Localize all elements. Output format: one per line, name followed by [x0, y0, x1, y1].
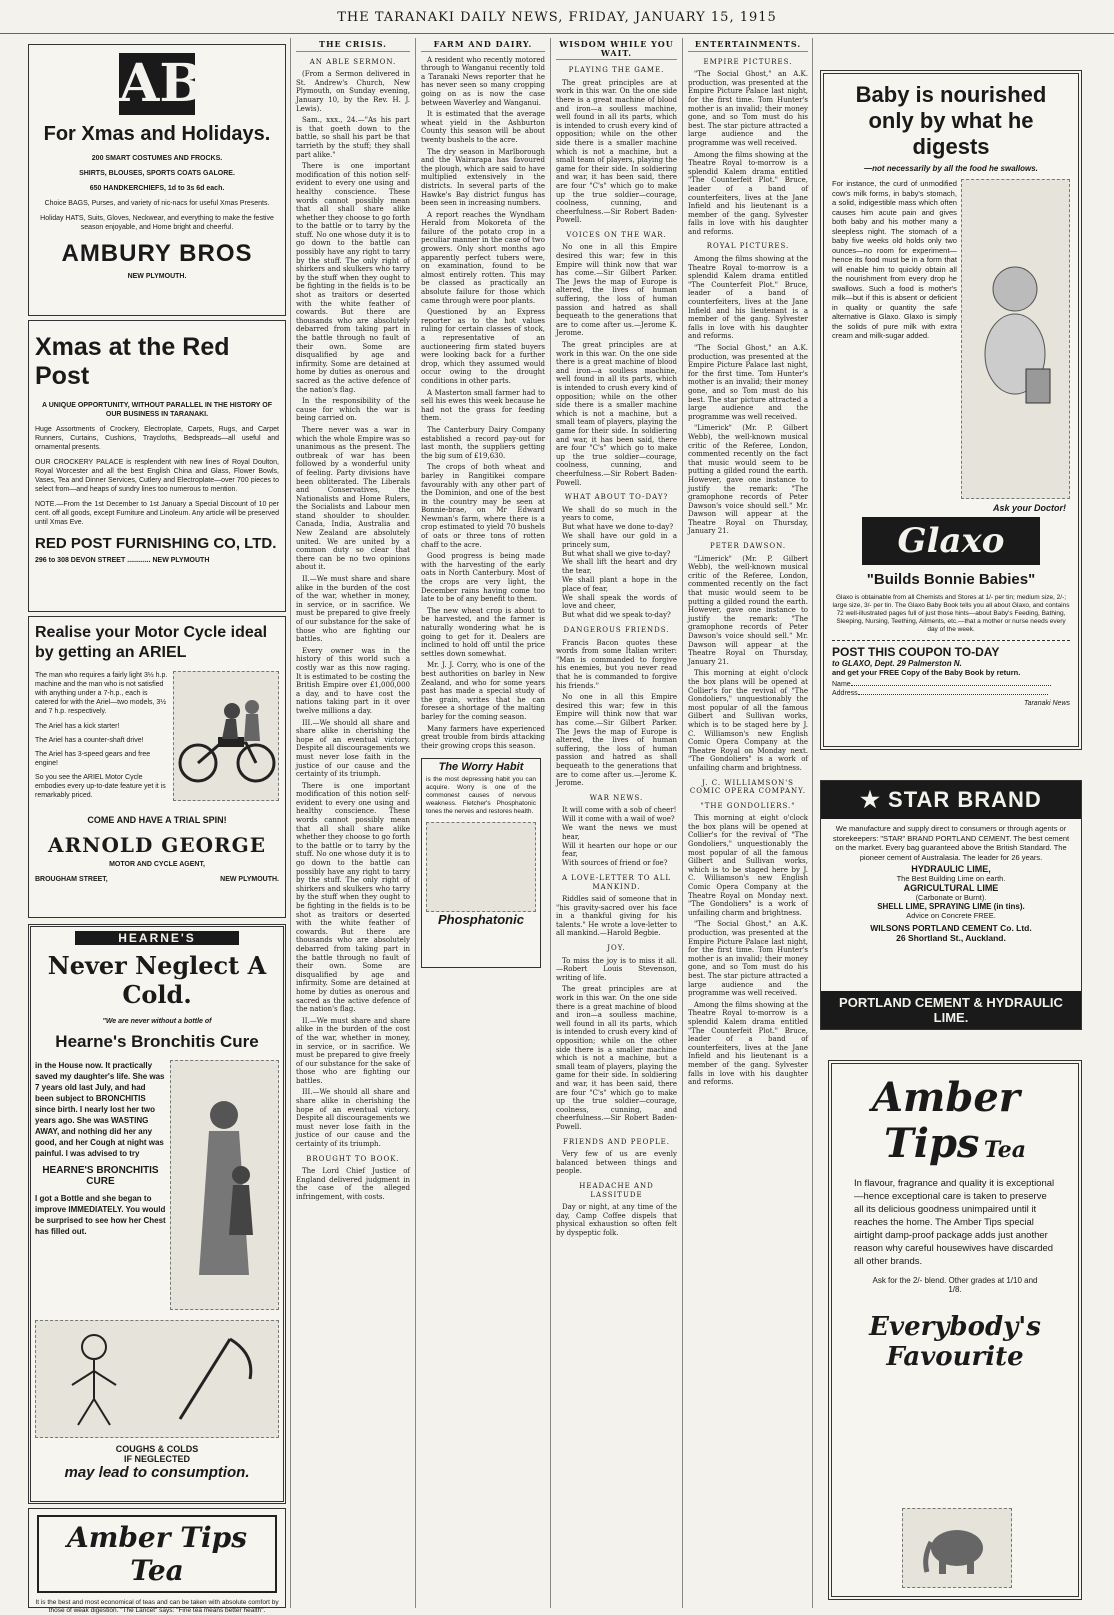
- ambury-line: Holiday HATS, Suits, Gloves, Neckwear, and everything to make the festive season enjoyable, and Home bright and cheerful.: [40, 215, 274, 231]
- hearne-footer2: IF NEGLECTED: [123, 1454, 190, 1464]
- redpost-line: Huge Assortments of Crockery, Electroplate, Carpets, Rugs, and Carpet Runners, Curtains, Cushions, Traycloths, Bedspreads—all useful and ornamental presents.: [35, 426, 279, 451]
- verse-line: But what shall we give to-day?: [562, 549, 671, 558]
- crisis-para: II.—We must share and share alike in the burden of the cost of the war, whether in money, in service, or in sacrifice. We must be prepared to give freely of our substance for the sake of those who are fighting our battles.: [296, 1016, 410, 1085]
- star-brand-ad: [820, 780, 1082, 1030]
- mother-child-illustration: [170, 1060, 279, 1310]
- redpost-name: RED POST FURNISHING CO, LTD.: [35, 535, 277, 552]
- redpost-address: 296 to 308 DEVON STREET ............ NEW PLYMOUTH: [35, 557, 210, 564]
- glaxo-coupon2: to GLAXO, Dept. 29 Palmerston N.: [832, 659, 962, 668]
- glaxo-paper: Taranaki News: [1023, 700, 1070, 707]
- hearne-name2: HEARNE'S BRONCHITIS CURE: [42, 1165, 159, 1187]
- ariel-line: COME AND HAVE A TRIAL SPIN!: [87, 815, 227, 825]
- wisdom-para: Francis Bacon quotes these words from some Italian writer: "Man is commanded to forgive his enemies, but you never read that he is commanded to forgive his friends.": [556, 638, 677, 690]
- farm-para: Many farmers have experienced great trouble from birds attacking their growing crops this season.: [421, 724, 545, 750]
- amber-bottom-logo: Amber Tips Tea: [37, 1515, 277, 1593]
- scythe-icon: [170, 1329, 260, 1429]
- crisis-last-head: BROUGHT TO BOOK.: [306, 1154, 400, 1163]
- ariel-street: BROUGHAM STREET,: [35, 876, 108, 883]
- wisdom-para: Day or night, at any time of the day, Camp Coffee dispels that physical exhaustion so often felt by dyspeptic folk.: [556, 1203, 677, 1237]
- farm-para: Good progress is being made with the harvesting of the early oats in North Canterbury. Most of the crops are very light, the December rains having come too late to be of any benefit to them.: [421, 552, 545, 604]
- glaxo-fine: Glaxo is obtainable from all Chemists and Stores at 1/- per tin; medium size, 2/-; large size, 3/- per tin. The Glaxo Baby Book tells you all about Glaxo, and contains 72 well-illustrated pages full of just those hints—about Baby's Feeding, Bathing, Sleeping, Nursing, Teething, Ailments, etc.—that a mother or nurse needs every day of the week.: [832, 594, 1070, 633]
- skeleton-illustration: [35, 1320, 279, 1438]
- star-banner-text: STAR BRAND: [888, 787, 1042, 812]
- crisis-para: II.—We must share and share alike in the burden of the cost of the war, whether in money, in service, or in sacrifice. We must be prepared to give freely of our substance for the sake of those who are fighting our battles.: [296, 575, 410, 644]
- hearne-banner: HEARNE'S: [75, 931, 239, 945]
- ent-sub: EMPIRE PICTURES.: [703, 57, 793, 66]
- ambury-line: SHIRTS, BLOUSES, SPORTS COATS GALORE.: [79, 170, 235, 177]
- amber-tips-bottom-ad: [28, 1508, 286, 1614]
- amber-logo1: Amber: [872, 1074, 1020, 1121]
- verse-line: But what have we done to-day?: [562, 523, 674, 532]
- column-farm-dairy: [421, 40, 545, 1605]
- wisdom-sub: PLAYING THE GAME.: [568, 66, 665, 75]
- redpost-headline: Xmas at the Red Post: [35, 333, 230, 390]
- column-crisis: [296, 40, 410, 1605]
- star-line: SHELL LIME, SPRAYING LIME (in tins).: [877, 902, 1025, 911]
- verse-line: We shall plant a hope in the place of fear,: [562, 576, 677, 593]
- amber-tips-right-ad: [828, 1060, 1082, 1600]
- star-address: 26 Shortland St., Auckland.: [896, 933, 1006, 943]
- wisdom-sub: HEADACHE AND LASSITUDE: [579, 1181, 654, 1199]
- ambury-town: NEW PLYMOUTH.: [127, 273, 187, 280]
- ambury-line: 650 HANDKERCHIEFS, 1d to 3s 6d each.: [89, 185, 225, 192]
- star-line: HYDRAULIC LIME,: [911, 864, 991, 874]
- amber-logo-block: [860, 1076, 1050, 1167]
- star-line: The Best Building Lime on earth.: [896, 874, 1006, 883]
- column-rule: [812, 38, 813, 1608]
- amber-logo3: Tea: [983, 1137, 1027, 1163]
- man-illustration: [426, 822, 536, 912]
- crisis-para: Sam., xxx., 24.—"As his part is that goeth down to the battle, so shall his part be that tarrieth by the stuff; they shall part alike.": [296, 116, 410, 159]
- glaxo-body: For instance, the curd of unmodified cow's milk forms, in baby's stomach, a solid, indigestible mass which often causes him acute pain and gives both baby and his mother many a sleepless night. The stomach of a baby five weeks old holds only two ounces—no room for experiment—hence its food must be in a form that will enable him to quickly obtain all the nourishment from every drop he swallows. Such a food is mother's milk—but if this is absent or deficient in quality or quantity the safe alternative is Glaxo. Glaxo is simply the solids of pure milk with extra cream and milk-sugar added.: [832, 179, 957, 340]
- crisis-para: Every owner was in the history of this world such a costly war as this now raging. It is estimated to be costing the British Empire over £1,000,000 a day, and to have cost the nations taking part in it over twelve millions a day.: [296, 646, 410, 715]
- ariel-line: The man who requires a fairly light 3½ h.p. machine and the man who is not satisfied with anything under a 7-h.p., each is catered for with the Ariel—two models, 3½ and 7 h.p. respectively.: [35, 672, 168, 715]
- ent-para: This morning at eight o'clock the box plans will be opened at Collier's for the revival of "The Gondoliers," unquestionably the most popular of all the famous Gilbert and Sullivan works, which is to be staged here by J. C. Williamson's new English Comic Opera Company at the Theatre Royal on Monday next. "The Gondoliers" is a work of unfailing charm and brightness.: [688, 669, 808, 772]
- ambury-headline: For Xmas and Holidays.: [43, 123, 271, 145]
- star-icon: ★: [860, 787, 881, 812]
- star-line: (Carbonate or Burnt).: [915, 893, 987, 902]
- column-wisdom: [556, 40, 677, 1605]
- hearne-headline: Never Neglect A Cold.: [47, 951, 267, 1009]
- amber-bottom-fine: It is the best and most economical of teas and can be taken with absolute comfort by those of weak digestion. "The Lancet" says: "Fine tea means better health".: [35, 1599, 279, 1614]
- ariel-line: The Ariel has a counter-shaft drive!: [35, 737, 144, 744]
- coupon-name-field[interactable]: [851, 685, 1051, 686]
- verse-line: We shall speak the words of love and cheer,: [562, 593, 677, 611]
- ariel-ad: [28, 616, 286, 918]
- star-line: AGRICULTURAL LIME: [903, 883, 999, 893]
- ent-para: "The Social Ghost," an A.K. production, was presented at the Empire Picture Palace last night, for the first time. Tom Hunter's mother is an invalid; their money gone, and so Tom must do his best. The star picture attracted a large audience and the programme was well received.: [688, 70, 808, 147]
- amber-ask: Ask for the 2/- blend. Other grades at 1/10 and 1/8.: [872, 1276, 1038, 1294]
- crisis-head: THE CRISIS.: [296, 40, 410, 52]
- ariel-sub: MOTOR AND CYCLE AGENT,: [109, 861, 205, 868]
- verse-line: But what did we speak to-day?: [562, 611, 671, 620]
- star-body: We manufacture and supply direct to consumers or through agents or storekeepers: "STAR" BRAND PORTLAND CEMENT. The best cement on the market. Every bag guaranteed above the British Standard. The pioneer cement of Australasia. The leader for 26 years.: [832, 824, 1070, 862]
- masthead: THE TARANAKI DAILY NEWS, FRIDAY, JANUARY 15, 1915: [0, 0, 1114, 34]
- crisis-para: III.—We should all share and share alike in cherishing the hope of an eventual victory. Despite all discouragements we must never lose faith in the justice of our cause and the certainty of its triumph.: [296, 718, 410, 779]
- verse-line: We shall do so much in the years to come,: [562, 505, 677, 523]
- wisdom-head: WISDOM WHILE YOU WAIT.: [556, 40, 677, 60]
- ariel-line: The Ariel has a kick starter!: [35, 723, 120, 730]
- verse-line: With sources of friend or foe?: [562, 859, 668, 868]
- farm-para: The crops of both wheat and barley in Rangitikei compare favourably with any other part of the Dominion, and one of the best in the country may be seen at Bonnie-brae, on Mr Edward Newman's farm, where there is a crop estimated to yield 70 bushels of oats or three tons of rotten chaff to the acre.: [421, 463, 545, 549]
- ariel-name: ARNOLD GEORGE: [48, 833, 266, 857]
- amber-logo2: Tips: [884, 1120, 980, 1167]
- farm-para: The new wheat crop is about to be harvested, and the farmer is naturally wondering what he is going to get for it. Dealers are inclined to hold off until the price settles down somewhat.: [421, 606, 545, 658]
- ent-sub: J. C. WILLIAMSON'S COMIC OPERA COMPANY.: [689, 778, 807, 796]
- glaxo-headline: Baby is nourished only by what he digests: [855, 82, 1047, 159]
- farm-head: FARM AND DAIRY.: [421, 40, 545, 52]
- ent-para: "The Social Ghost," an A.K. production, was presented at the Empire Picture Palace last night, for the first time. Tom Hunter's mother is an invalid; their money gone, and so Tom must do his best. The star picture attracted a large audience and the programme was well received.: [688, 344, 808, 421]
- wisdom-sub: DANGEROUS FRIENDS.: [563, 626, 670, 635]
- redpost-line: OUR CROCKERY PALACE is resplendent with new lines of Royal Doulton, Royal Worcester and all the best English China and Glass, Flower Bowls, Vases, Tea and Dinner Services, Cutlery and Electroplate—over 700 pieces to select from—and heaps of sundry lines too numerous to mention.: [35, 459, 279, 493]
- star-banner: [821, 781, 1081, 819]
- ent-para: "Limerick" (Mr. P. Gilbert Webb), the well-known musical critic of the Referee, London, commented recently on the fact that music would seem to be putting a gilded round the earth. However, gave one instance to justify the remark: "The gramophone records of Peter Dawson's voice should sell." Mr. Dawson will appear at the Theatre Royal on Thursday, January 21.: [688, 554, 808, 666]
- redpost-line: NOTE.—From the 1st December to 1st January a Special Discount of 10 per cent. off all goods, except Furniture and Linoleum. Any article will be preserved until Xmas Eve.: [35, 501, 279, 526]
- worry-text: is the most depressing habit you can acquire. Worry is one of the commonest causes of nervous weakness. Fletcher's Phosphatonic tones the nerves and restores health.: [426, 775, 536, 815]
- mother-child-icon: [179, 1085, 269, 1285]
- hearne-body2: I got a Bottle and she began to improve IMMEDIATELY. You would be surprised to see how her Chest has filled out.: [35, 1194, 166, 1236]
- verse-line: We shall lift the heart and dry the tear,: [562, 558, 677, 576]
- elephant-illustration: [902, 1508, 1012, 1588]
- wisdom-sub: WAR NEWS.: [589, 793, 644, 802]
- ambury-name: AMBURY BROS: [61, 240, 253, 267]
- hearne-body: in the House now. It practically saved my daughter's life. She was 7 years old last July, and had been subject to BRONCHITIS since birth. I nearly lost her two years ago. She was WASTING AWAY, and nothing did her any good, and her Cough at night was painful. I was advised to try: [35, 1061, 165, 1158]
- motorcycle-illustration: [173, 671, 279, 801]
- farm-para: A resident who recently motored through to Wanganui recently told a Taranaki News reporter that he has never seen so many cropping going on as is now the case between Waverley and Wanganui.: [421, 55, 545, 107]
- glaxo-ask: Ask your Doctor!: [992, 503, 1066, 513]
- wisdom-para: To miss the joy is to miss it all.—Robert Louis Stevenson, writing of life.: [556, 956, 677, 982]
- verse-line: Will it come with a wail of woe?: [562, 815, 675, 824]
- red-post-ad: [28, 320, 286, 612]
- worry-habit-ad: [421, 758, 541, 968]
- hearne-product: Hearne's Bronchitis Cure: [55, 1032, 259, 1051]
- farm-para: It is estimated that the average wheat yield in the Ashburton County this season will be about twenty bushels to the acre.: [421, 110, 545, 144]
- amber-slogan1: Everybody's: [869, 1312, 1041, 1342]
- verse-line: It will come with a sob of cheer!: [562, 806, 677, 815]
- baby-illustration: [961, 179, 1070, 499]
- motorcycle-icon: [176, 681, 276, 791]
- wisdom-sub: FRIENDS AND PEOPLE.: [562, 1137, 671, 1146]
- amber-slogan2: Favourite: [886, 1342, 1024, 1372]
- elephant-icon: [917, 1518, 997, 1578]
- ent-sub: PETER DAWSON.: [709, 542, 787, 551]
- wisdom-sub: VOICES ON THE WAR.: [566, 230, 667, 239]
- ent-para: Among the films showing at the Theatre Royal to-morrow is a splendid Kalem drama entitled "The Counterfeit Plot." Bruce, leader of a band of counterfeiters, lives at the Jane Infield and his lieutenant is a member of the gang. Sylvester falls in love with his daughter and reforms.: [688, 1000, 808, 1087]
- ent-para: "The Social Ghost," an A.K. production, was presented at the Empire Picture Palace last night, for the first time. Tom Hunter's mother is an invalid; their money gone, and so Tom must do his best. The star picture attracted a large audience and the programme was well received.: [688, 920, 808, 998]
- wisdom-verse: [556, 806, 677, 868]
- hearne-footer3: may lead to consumption.: [64, 1464, 250, 1481]
- crisis-para: (From a Sermon delivered in St. Andrew's Church, New Plymouth, on Sunday evening, January 10, by the Rev. H. J. Lewis).: [296, 70, 410, 113]
- hearne-ad: [28, 924, 286, 1504]
- ambury-line: 200 SMART COSTUMES AND FROCKS.: [91, 155, 223, 162]
- ent-para: "Limerick" (Mr. P. Gilbert Webb), the well-known musical critic of the Referee, London, commented recently on the fact that music would seem to be putting a gilded round the earth. However, gave one instance to justify the remark: "The gramophone records of Peter Dawson's voice should sell." Mr. Dawson will appear at the Theatre Royal on Thursday, January 21.: [688, 424, 808, 536]
- verse-line: We shall have our gold in a princely sum,: [562, 532, 677, 549]
- wisdom-para: The great principles are at work in this war. On the one side there is a great machine of blood and iron—a soulless machine, well found in all its parts, which is intended to crush every kind of opposition; while on the other side there is a smaller machine which is not a machine, but a small team of players, playing the game for their side. In soldiering and war, it has been said, there are four "C's" which go to make up the true soldier—courage, coolness, cunning, and cheerfulness.—Sir Robert Baden-Powell.: [556, 341, 677, 487]
- baby-icon: [970, 259, 1060, 419]
- ariel-town: NEW PLYMOUTH.: [220, 876, 279, 883]
- glaxo-logo: Glaxo: [862, 517, 1040, 565]
- crisis-last-para: The Lord Chief Justice of England delivered judgment in the case of the alleged infringement, with costs.: [296, 1167, 410, 1201]
- farm-para: A Masterton small farmer had to sell his ewes this week because he had not the grass for feeding them.: [421, 388, 545, 423]
- hearne-quote: "We are never without a bottle of: [102, 1018, 212, 1025]
- crisis-para: There never was a war in which the whole Empire was so unanimous as the present. The outbreak of war has been followed by a wonderful unity of feeling. Party divisions have been obliterated. The Liberals and Conservatives, the Nationalists and Home Rulers, the Socialists and Labour men stand shoulder to shoulder. Canada, India, Australia and New Zealand are absolutely united. We are united by a common duty so clear that there can be no two opinions about it.: [296, 425, 410, 572]
- coupon-address-label: Address: [832, 690, 858, 697]
- wisdom-para: No one in all this Empire desired this war; few in this Empire will think now that war has come.—Sir Gilbert Parker. The Jews the map of Europe is altered, the lives of human suffering, the loss of human passion and hatred as shall bequeath to the generations that are to come after us.—Jerome K. Jerome.: [556, 243, 677, 338]
- wisdom-sub: A LOVE-LETTER TO ALL MANKIND.: [561, 873, 672, 891]
- ent-sub: "THE GONDOLIERS.": [700, 801, 796, 810]
- glaxo-ad: [820, 70, 1082, 750]
- wisdom-para: Very few of us are evenly balanced between things and people.: [556, 1150, 677, 1176]
- glaxo-coupon: POST THIS COUPON TO-DAY: [832, 640, 1070, 659]
- star-banner2: PORTLAND CEMENT & HYDRAULIC LIME.: [821, 991, 1081, 1029]
- wisdom-para: Riddles said of someone that in "his gravity-sacred over his face in a thankful giving for his talents." He wrote a love-letter to all mankind.—Harold Begbie.: [556, 895, 677, 938]
- column-rule: [682, 38, 683, 1608]
- crisis-sub: AN ABLE SERMON.: [309, 57, 397, 66]
- coupon-address-field[interactable]: [858, 694, 1048, 695]
- farm-para: Mr. J. J. Corry, who is one of the best authorities on barley in New Zealand, and who for some years past has made a special study of the grain, writes that he can foresee a shortage of the malting barley for the coming season.: [421, 661, 545, 721]
- farm-para: A report reaches the Wyndham Herald from Mokoreta of the failure of the potato crop in a peculiar manner in the case of two growers. Only short months ago apparently perfect tubers were, on examination, found to be almost entirely rotten. This may be classed as practically an absolute failure for those which came through were poor plants.: [421, 210, 545, 305]
- star-line: Advice on Concrete FREE.: [906, 911, 996, 920]
- wisdom-sub: JOY.: [607, 944, 626, 953]
- farm-para: The dry season in Marlborough and the Wairarapa has favoured the plough, which are said to have multiplied extensively in the districts. In several parts of the Hawke's Bay district fungus has been seen in increasing numbers.: [421, 147, 545, 208]
- ent-para: This morning at eight o'clock the box plans will be opened at Collier's for the revival of "The Gondoliers," unquestionably the most popular of all the famous Gilbert and Sullivan works, which is to be staged here by J. C. Williamson's new English Comic Opera Company at the Theatre Royal on Monday next. "The Gondoliers" is a work of unfailing charm and brightness.: [688, 814, 808, 917]
- crisis-para: There is one important modification of this notion self-evident to every one using and healthy conscience. These words cannot possibly mean that all shall share alike whether they choose to go forth to the battle or to tarry by the stuff. No one whose duty it is to go down to the battle can possibly have any right to tarry by the stuff. The only right of shirkers and skulkers who tarry by the stuff when they ought to be fighting in the fields is to be shot as traitors or deserted with the white feather of cowards. But there are thousands who are absolutely debarred from taking part in the battle through no fault of their own. Some are disqualified by age and infirmity. Some are detained at home by duties as onerous and sacred as the active defence of the nation's flag.: [296, 162, 410, 394]
- ent-sub: ROYAL PICTURES.: [706, 242, 790, 251]
- glaxo-tag: "Builds Bonnie Babies": [866, 571, 1036, 588]
- column-rule: [550, 38, 551, 1608]
- ariel-headline: Realise your Motor Cycle ideal by getting an ARIEL: [35, 624, 268, 661]
- farm-para: Questioned by an Express reporter as to the hot values ruling for certain classes of stock, a representative of an auctioneering firm stated buyers were looking back for a further drop, which they assumed would occur owing to the drought conditions in other parts.: [421, 308, 545, 385]
- column-rule: [415, 38, 416, 1608]
- wisdom-para: The great principles are at work in this war. On the one side there is a great machine of blood and iron—a soulless machine, well found in all its parts, which is intended to crush every kind of opposition; while on the other side there is a smaller machine which is not a machine, but a small team of players, playing the game for their side. In soldiering and war, it has been said, there are four "C's" which go to make up the true soldier—courage, coolness, cunning, and cheerfulness.—Sir Robert Baden-Powell.: [556, 78, 677, 225]
- wisdom-para: The great principles are at work in this war. On the one side there is a great machine of blood and iron—a soulless machine, well found in all its parts, which is intended to crush every kind of opposition; while on the other side there is a smaller machine which is not a machine, but a small team of players, playing the game for their side. In soldiering and war, it has been said, there are four "C's" which go to make up the true soldier—courage, coolness, cunning, and cheerfulness.—Sir Robert Baden-Powell.: [556, 985, 677, 1131]
- ab-logo: AB: [119, 53, 204, 114]
- ent-para: Among the films showing at the Theatre Royal to-morrow is a splendid Kalem drama entitled "The Counterfeit Plot." Bruce, leader of a band of counterfeiters, lives at the Jane Infield and his lieutenant is a member of the gang. Sylvester falls in love with his daughter and reforms.: [688, 255, 808, 341]
- verse-line: We want the news we must hear,: [562, 823, 677, 841]
- glaxo-coupon3: and get your FREE Copy of the Baby Book by return.: [832, 668, 1021, 677]
- amber-body: In flavour, fragrance and quality it is exceptional—hence exceptional care is taken to preserve all its delicious goodness unimpaired until it reaches the home. The Amber Tips special airtight damp-proof package adds just another reason why careful housewives have discarded all other brands.: [854, 1178, 1055, 1267]
- column-entertainments: [688, 40, 808, 1605]
- wisdom-verse: [556, 506, 677, 620]
- ambury-bros-ad: [28, 44, 286, 316]
- coupon-name-label: Name: [832, 681, 851, 688]
- ariel-line: So you see the ARIEL Motor Cycle embodies every up-to-date feature yet it is remarkably priced.: [35, 774, 166, 799]
- ambury-line: Choice BAGS, Purses, and variety of nic-nacs for useful Xmas Presents.: [44, 200, 270, 207]
- star-company: WILSONS PORTLAND CEMENT Co. Ltd.: [870, 923, 1032, 933]
- glaxo-sub: —not necessarily by all the food he swallows.: [864, 164, 1038, 173]
- ent-para: Among the films showing at the Theatre Royal to-morrow is a splendid Kalem drama entitled "The Counterfeit Plot." Bruce, leader of a band of counterfeiters, lives at the Jane Infield and his lieutenant is a member of the gang. Sylvester falls in love with his daughter and reforms.: [688, 150, 808, 236]
- phosphatonic-logo: Phosphatonic: [438, 911, 524, 927]
- crisis-para: There is one important modification of this notion self-evident to every one using and healthy conscience. These words cannot possibly mean that all shall share alike whether they choose to go forth to the battle or to tarry by the stuff. No one whose duty it is to go down to the battle can possibly have any right to tarry by the stuff. The only right of shirkers and skulkers who tarry by the stuff when they ought to be fighting in the fields is to be shot as traitors or deserted with the white feather of cowards. But there are thousands who are absolutely debarred from taking part in the battle through no fault of their own. Some are disqualified by age and infirmity. Some are detained at home by duties as onerous and sacred as the active defence of the nation's flag.: [296, 781, 410, 1014]
- column-rule: [290, 38, 291, 1608]
- redpost-line: A UNIQUE OPPORTUNITY, WITHOUT PARALLEL IN THE HISTORY OF OUR BUSINESS IN TARANAKI.: [42, 402, 272, 418]
- ent-head: ENTERTAINMENTS.: [688, 40, 808, 52]
- ariel-line: The Ariel has 3-speed gears and free engine!: [35, 751, 151, 767]
- farm-para: The Canterbury Dairy Company established a record pay-out for last month, the suppliers getting the big sum of £19,630.: [421, 425, 545, 460]
- wisdom-sub: WHAT ABOUT TO-DAY?: [564, 493, 669, 502]
- hearne-footer1: COUGHS & COLDS: [115, 1444, 199, 1454]
- crisis-para: In the responsibility of the cause for which the war is being carried on.: [296, 397, 410, 423]
- crisis-para: III.—We should all share and share alike in cherishing the hope of an eventual victory. Despite all discouragements we must never lose faith in the justice of our cause and the certainty of its triumph.: [296, 1088, 410, 1149]
- wisdom-para: No one in all this Empire desired this war; few in this Empire will think now that war has come.—Sir Gilbert Parker. The Jews the map of Europe is altered, the lives of human suffering, the loss of human passion and hatred as shall bequeath to the generations that are to come after us.—Jerome K. Jerome.: [556, 693, 677, 788]
- verse-line: Will it hearten our hope or our fear,: [562, 841, 677, 859]
- skeleton-icon: [54, 1329, 134, 1429]
- worry-title: The Worry Habit: [438, 761, 524, 774]
